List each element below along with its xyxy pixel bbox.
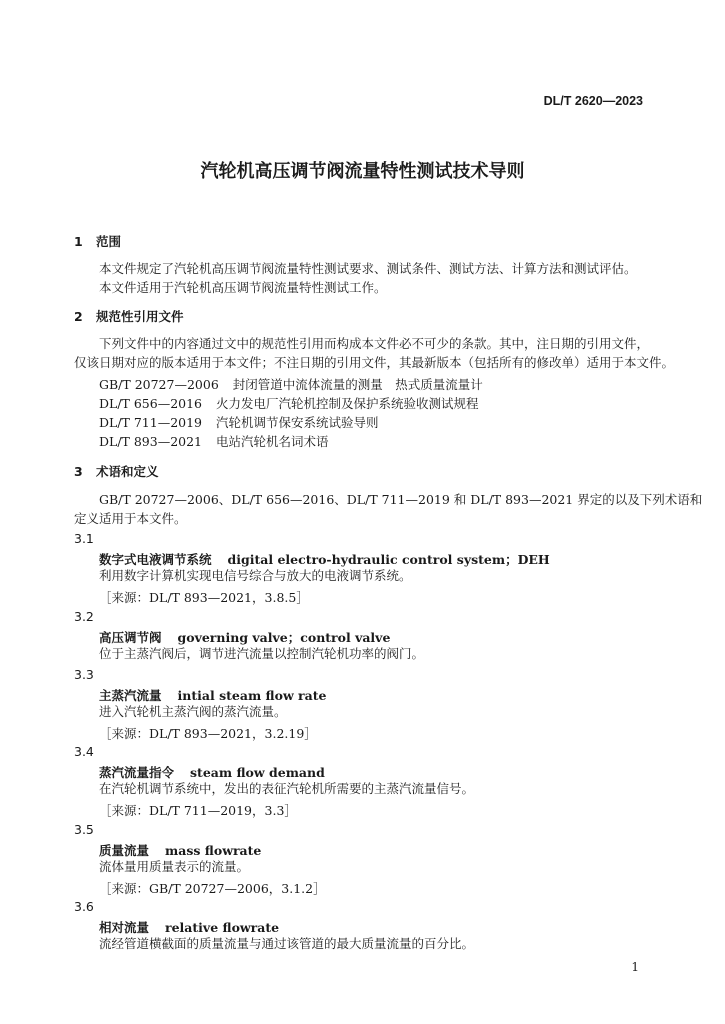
clause-number: 3.1 [74,531,94,546]
term-english: relative flowrate [165,920,280,935]
reference-item [99,375,483,393]
section-3-heading [74,462,159,480]
clause-number: 3.6 [74,899,94,914]
reference-item [99,394,479,412]
term-definition: 利用数字计算机实现电信号综合与放大的电液调节系统。 [99,568,412,583]
reference-code: DL/T 656—2016 [99,396,203,411]
reference-title: 汽轮机调节保安系统试验导则 [216,415,379,430]
reference-code: DL/T 893—2021 [99,434,203,449]
page-title: 汽轮机高压调节阀流量特性测试技术导则 [200,161,525,182]
term-source: ［来源：DL/T 893—2021，3.2.19］ [99,726,317,741]
term-source: ［来源：GB/T 20727—2006，3.1.2］ [99,881,326,896]
section-title: 术语和定义 [96,464,159,479]
paragraph: 本文件规定了汽轮机高压调节阀流量特性测试要求、测试条件、测试方法、计算方法和测试评估。 [99,261,637,276]
paragraph: 下列文件中的内容通过文中的规范性引用而构成本文件必不可少的条款。其中，注日期的引用文件， [99,336,650,351]
reference-title: 电站汽轮机名词术语 [216,434,329,449]
term-chinese: 相对流量 [99,920,150,935]
paragraph: GB/T 20727—2006、DL/T 656—2016、DL/T 711—2019 和 DL/T 893—2021 界定的以及下列术语和 [99,492,703,507]
clause-number: 3.5 [74,822,94,837]
paragraph: 仅该日期对应的版本适用于本文件；不注日期的引用文件，其最新版本（包括所有的修改单）适用于本文件。 [74,355,675,370]
standard-number: DL/T 2620—2023 [543,94,643,108]
reference-code: GB/T 20727—2006 [99,377,219,392]
clause-number: 3.4 [74,744,94,759]
term-definition: 在汽轮机调节系统中，发出的表征汽轮机所需要的主蒸汽流量信号。 [99,781,475,796]
term-definition: 流体量用质量表示的流量。 [99,859,250,874]
term-english: digital electro-hydraulic control system；DEH [227,552,550,567]
reference-code: DL/T 711—2019 [99,415,203,430]
term-chinese: 蒸汽流量指令 [99,765,175,780]
term-english: steam flow demand [190,765,325,780]
term-source: ［来源：DL/T 711—2019，3.3］ [99,803,297,818]
clause-number: 3.2 [74,609,94,624]
section-title: 范围 [96,234,122,249]
term-chinese: 主蒸汽流量 [99,688,162,703]
clause-number: 3.3 [74,667,94,682]
term-english: governing valve；control valve [177,630,391,645]
page-number: 1 [631,960,639,974]
reference-item [99,432,329,450]
term-chinese: 质量流量 [99,843,150,858]
reference-title: 火力发电厂汽轮机控制及保护系统验收测试规程 [216,396,479,411]
section-number: 2 [74,309,83,324]
term-chinese: 高压调节阀 [99,630,162,645]
section-2-heading [74,307,184,325]
term-definition: 位于主蒸汽阀后，调节进汽流量以控制汽轮机功率的阀门。 [99,646,425,661]
paragraph: 本文件适用于汽轮机高压调节阀流量特性测试工作。 [99,280,387,295]
paragraph: 定义适用于本文件。 [74,511,187,526]
section-title: 规范性引用文件 [96,309,184,324]
term-chinese: 数字式电液调节系统 [99,552,212,567]
term-english: intial steam flow rate [177,688,327,703]
section-number: 3 [74,464,83,479]
term-source: ［来源：DL/T 893—2021，3.8.5］ [99,590,309,605]
section-number: 1 [74,234,83,249]
term-english: mass flowrate [165,843,262,858]
section-1-heading [74,232,121,250]
term-definition: 进入汽轮机主蒸汽阀的蒸汽流量。 [99,704,287,719]
reference-item [99,413,379,431]
term-definition: 流经管道横截面的质量流量与通过该管道的最大质量流量的百分比。 [99,936,475,951]
reference-title: 封闭管道中流体流量的测量 热式质量流量计 [232,377,483,392]
